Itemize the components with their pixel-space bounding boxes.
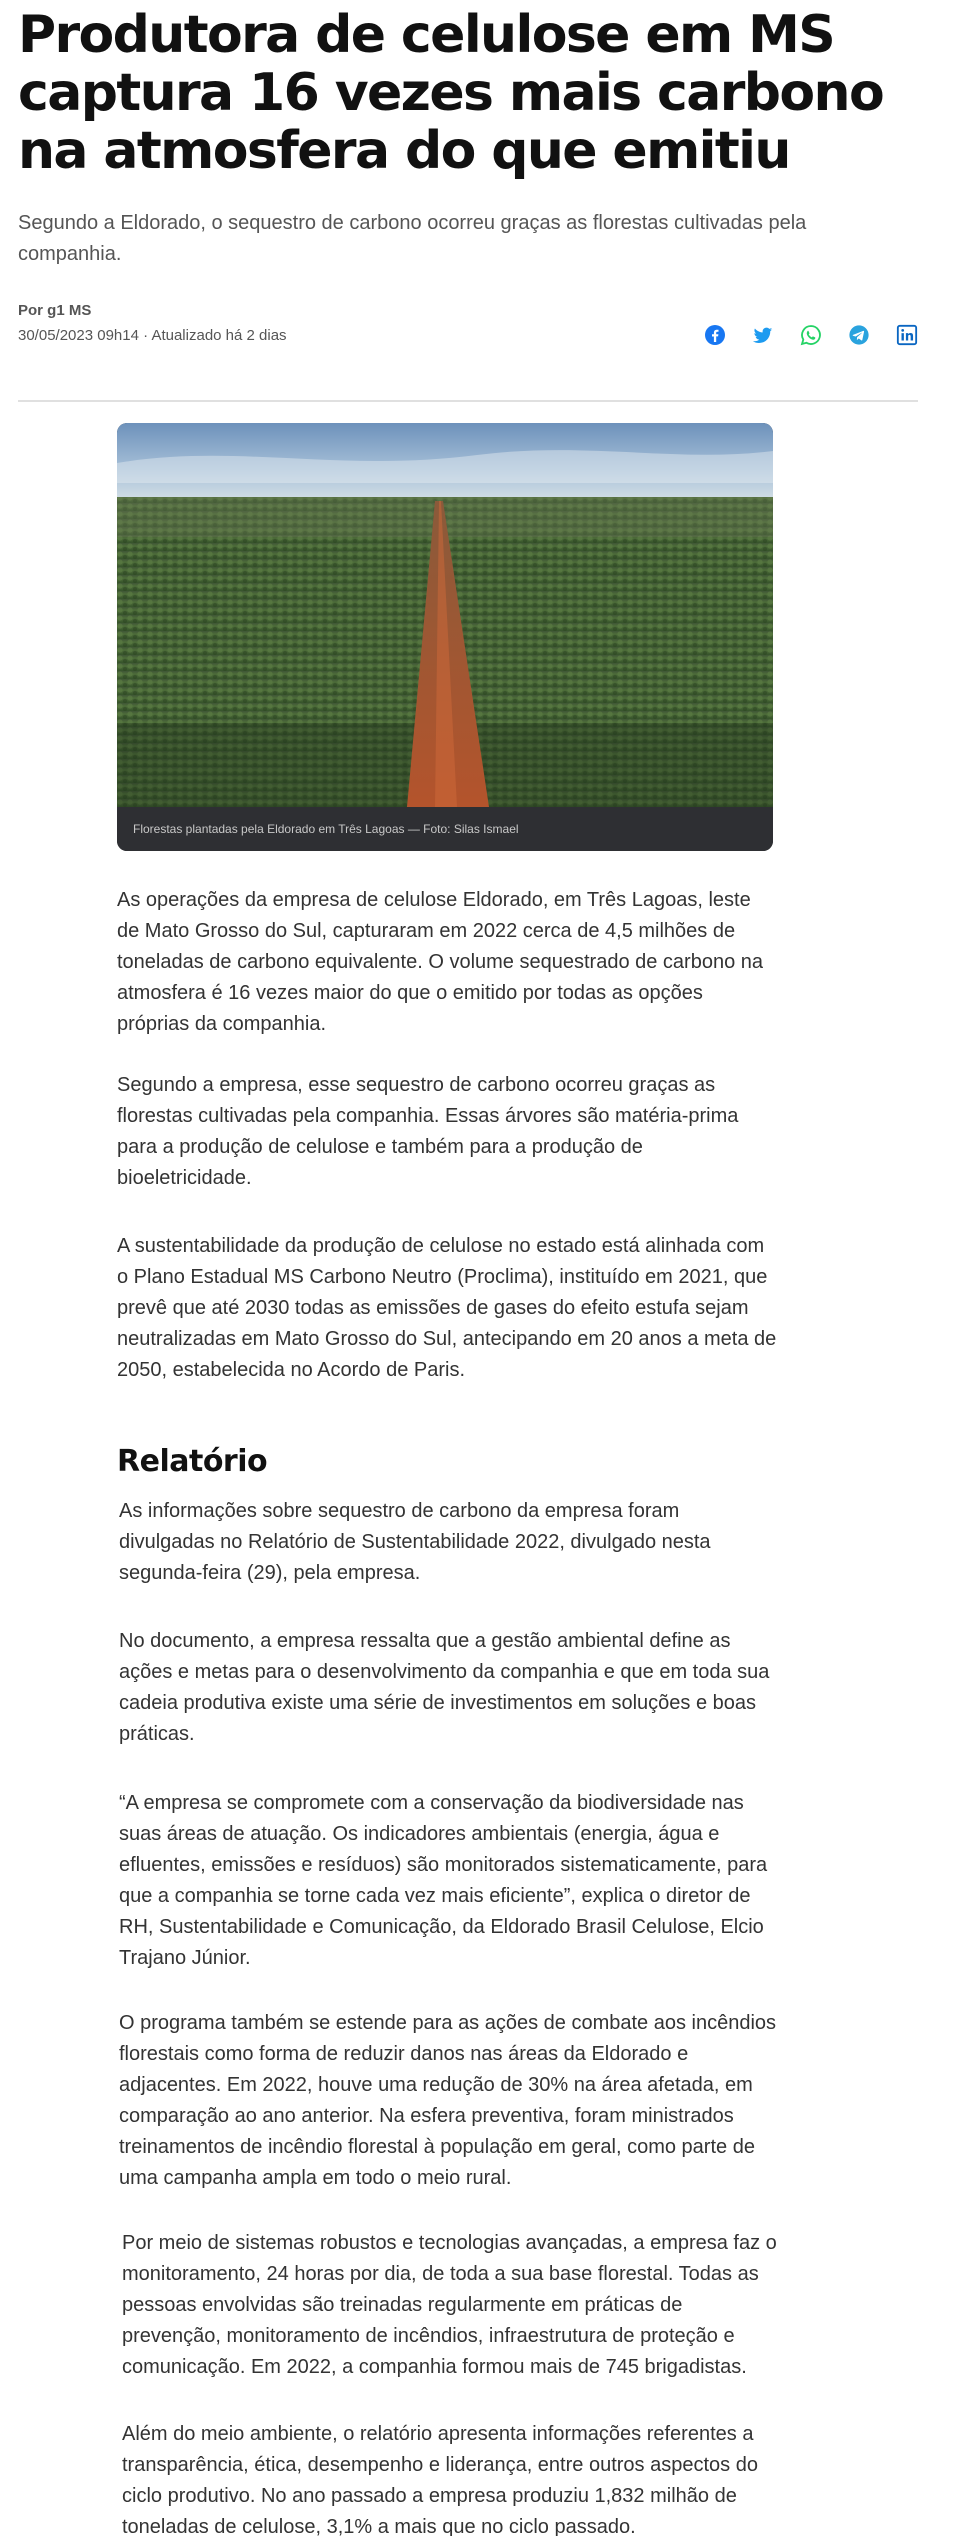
section-heading: Relatório xyxy=(117,1444,268,1479)
author-label[interactable]: Por g1 MS xyxy=(18,302,92,319)
paragraph: Por meio de sistemas robustos e tecnologias avançadas, a empresa faz o monitoramento, 24 horas por dia, de toda a sua base florestal. Todas as pessoas envolvidas são treinadas regularmente em práticas de prevenção, monitoramento de incêndios, infraestrutura de proteção e comunicação. Em 2022, a companhia formou mais de 745 brigadistas. xyxy=(122,2232,777,2378)
article-figure xyxy=(117,423,773,851)
article-header xyxy=(18,0,918,270)
section-heading-wrap xyxy=(117,1444,777,1479)
paragraph: A sustentabilidade da produção de celulose no estado está alinhada com o Plano Estadual MS Carbono Neutro (Proclima), instituído em 2021, que prevê que até 2030 todas as emissões de gases do efeito estufa sejam neutralizadas em Mato Grosso do Sul, antecipando em 20 anos a meta de 2050, estabelecida no Acordo de Paris. xyxy=(117,1235,777,1381)
paragraph: As operações da empresa de celulose Eldorado, em Três Lagoas, leste de Mato Grosso do Sul, capturaram em 2022 cerca de 4,5 milhões de toneladas de carbono equivalente. O volume sequestrado de carbono na atmosfera é 16 vezes maior do que o emitido por todas as opções próprias da companhia. xyxy=(117,889,764,1035)
paragraph: Segundo a empresa, esse sequestro de carbono ocorreu graças as florestas cultivadas pela companhia. Essas árvores são matéria-prima para a produção de celulose e também para a produção de bioeletricidade. xyxy=(117,1074,739,1189)
paragraph: O programa também se estende para as ações de combate aos incêndios florestais como forma de reduzir danos nas áreas da Eldorado e adjacentes. Em 2022, houve uma redução de 30% na área afetada, em comparação ao ano anterior. Na esfera preventiva, foram ministrados treinamentos de incêndio florestal à população em geral, como parte de uma campanha ampla em todo o meio rural. xyxy=(119,2012,777,2189)
article-body xyxy=(117,885,777,1040)
byline xyxy=(18,302,918,362)
paragraph: No documento, a empresa ressalta que a gestão ambiental define as ações e metas para o desenvolvimento da companhia e que em toda sua cadeia produtiva existe uma série de investimentos em soluções e boas práticas. xyxy=(119,1630,770,1745)
article-body xyxy=(122,2228,782,2383)
header-divider xyxy=(18,400,918,402)
whatsapp-icon[interactable] xyxy=(800,324,822,346)
paragraph: “A empresa se compromete com a conservação da biodiversidade nas suas áreas de atuação. Os indicadores ambientais (energia, água e efluentes, emissões e resíduos) são monitorados sistematicamente, para que a companhia se torne cada vez mais eficiente”, explica o diretor de RH, Sustentabilidade e Comunicação, da Eldorado Brasil Celulose, Elcio Trajano Júnior. xyxy=(119,1792,768,1969)
facebook-icon[interactable] xyxy=(704,324,726,346)
article-body xyxy=(119,2008,779,2194)
twitter-icon[interactable] xyxy=(752,324,774,346)
article-body xyxy=(119,1626,779,1750)
linkedin-icon[interactable] xyxy=(896,324,918,346)
telegram-icon[interactable] xyxy=(848,324,870,346)
article-body xyxy=(117,1070,777,1194)
paragraph: As informações sobre sequestro de carbono da empresa foram divulgadas no Relatório de Sustentabilidade 2022, divulgado nesta segunda-feira (29), pela empresa. xyxy=(119,1500,711,1584)
article-body xyxy=(122,2419,782,2536)
forest-photo[interactable] xyxy=(117,423,773,807)
publish-date: 30/05/2023 09h14 · Atualizado há 2 dias xyxy=(18,327,287,344)
article-body xyxy=(119,1496,779,1589)
article-subtitle: Segundo a Eldorado, o sequestro de carbono ocorreu graças as florestas cultivadas pela companhia. xyxy=(18,212,807,265)
share-bar xyxy=(704,324,918,346)
article-body xyxy=(117,1231,777,1386)
photo-caption: Florestas plantadas pela Eldorado em Três Lagoas — Foto: Silas Ismael xyxy=(117,807,773,851)
article-body xyxy=(119,1788,779,1974)
paragraph: Além do meio ambiente, o relatório apresenta informações referentes a transparência, ética, desempenho e liderança, entre outros aspectos do ciclo produtivo. No ano passado a empresa produziu 1,832 milhão de toneladas de celulose, 3,1% a mais que no ciclo passado. xyxy=(122,2423,758,2536)
article-title: Produtora de celulose em MS captura 16 vezes mais carbono na atmosfera do que emitiu xyxy=(18,5,884,181)
